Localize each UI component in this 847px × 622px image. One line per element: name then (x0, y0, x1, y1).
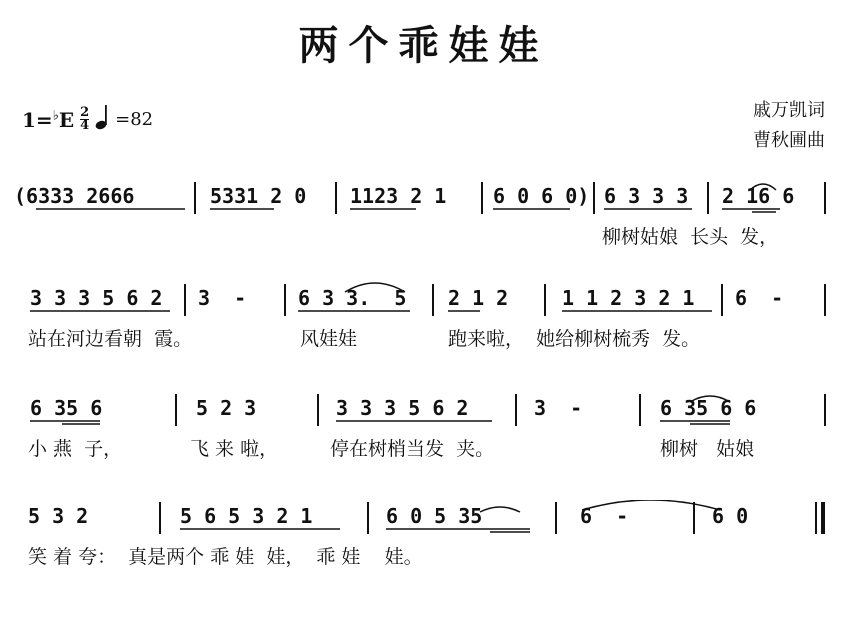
notes-measure-5: 1 1 2 3 2 1 (562, 286, 695, 310)
lyric-line: 站在河边看朝 霞。 (28, 328, 193, 350)
composer: 曹秋圃曲 (753, 130, 825, 151)
notes-measure-2: 5 6 5 3 2 1 (180, 504, 313, 528)
notes-measure-3: 1123 2 1 (350, 184, 447, 208)
notes-measure-1: 3 3 3 5 6 2 (30, 286, 163, 310)
notes-measure-2: 5 2 3 (196, 396, 257, 420)
key-prefix: 1= (22, 107, 53, 132)
notes-measure-4: 2 1 2 (448, 286, 509, 310)
notes-measure-2: 5331 2 0 (210, 184, 307, 208)
notes-measure-5: 6 3 3 3 (604, 184, 689, 208)
credits (753, 96, 825, 156)
time-bottom: 4 (80, 118, 90, 133)
notes-measure-1: (6333 2666 (14, 184, 135, 208)
key-signature (22, 108, 74, 132)
notes-measure-5: 6 0 (712, 504, 749, 528)
notes-measure-6: 2 16 6 (722, 184, 795, 208)
notes-measure-3: 6 0 5 35 (386, 504, 483, 528)
quarter-note-icon (95, 104, 109, 135)
lyric-line: 跑来啦， 她给柳树梳秀 发。 (448, 328, 701, 350)
staff-row-4 (0, 500, 847, 570)
staff-row-2 (0, 282, 847, 352)
notes-measure-4: 6 0 6 0) (493, 184, 590, 208)
notes-measure-6: 6 - (735, 286, 784, 310)
key-and-tempo (22, 104, 153, 135)
time-top: 2 (80, 105, 90, 120)
song-title: 两个乖娃娃 (298, 22, 549, 69)
lyricist: 戚万凯词 (753, 100, 825, 121)
lyric-line: 飞 来 啦， (190, 438, 279, 460)
notes-measure-3: 6 3 3. 5 (298, 286, 407, 310)
lyric-line: 柳树姑娘 长头 发， (602, 226, 779, 248)
notes-measure-2: 3 - (198, 286, 247, 310)
lyric-line: 笑 着 夸： 真是两个 乖 娃 娃， 乖 娃 娃。 (28, 546, 423, 568)
key-letter: E (58, 107, 75, 132)
staff-row-1 (0, 180, 847, 250)
notes-measure-1: 6 35 6 (30, 396, 103, 420)
lyric-line: 风娃娃 (300, 328, 358, 350)
notes-measure-3: 3 3 3 5 6 2 (336, 396, 469, 420)
lyric-line: 小 燕 子， (28, 438, 123, 460)
lyric-line: 停在树梢当发 夹。 (330, 438, 495, 460)
time-signature (80, 107, 89, 132)
flat-icon: ♭ (52, 107, 59, 123)
notes-measure-5: 6 35 6 6 (660, 396, 757, 420)
tempo-value: =82 (115, 109, 154, 130)
notes-measure-4: 6 - (580, 504, 629, 528)
staff-row-3 (0, 392, 847, 462)
lyric-line: 柳树 姑娘 (660, 438, 755, 460)
notes-measure-1: 5 3 2 (28, 504, 89, 528)
notes-measure-4: 3 - (534, 396, 583, 420)
